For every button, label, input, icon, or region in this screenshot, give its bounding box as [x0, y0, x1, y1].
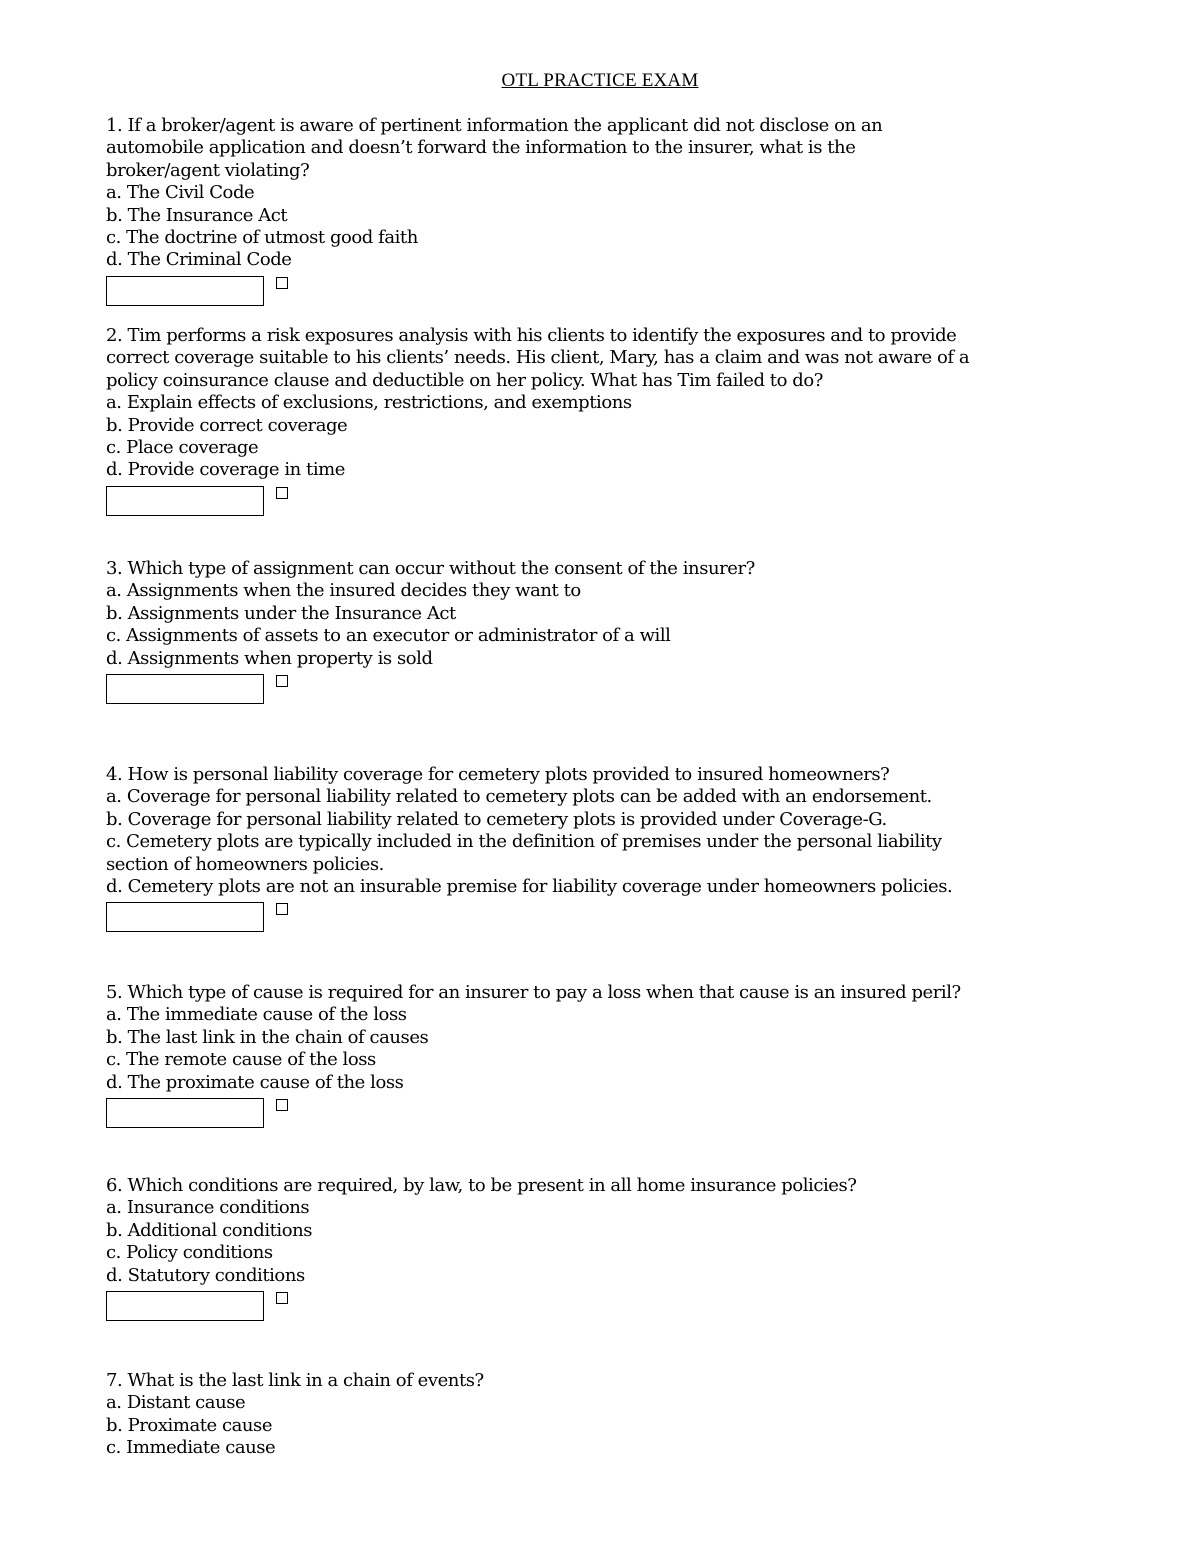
answer-checkbox[interactable]	[276, 277, 288, 289]
question-text-line: automobile application and doesn’t forward the information to the insurer, what is the	[106, 137, 856, 159]
option-c: c. The remote cause of the loss	[106, 1049, 376, 1071]
option-b: b. The Insurance Act	[106, 204, 288, 226]
option-a: a. The immediate cause of the loss	[106, 1004, 407, 1026]
option-c: c. Policy conditions	[106, 1242, 273, 1264]
answer-input-box[interactable]	[106, 486, 264, 516]
question-5	[106, 982, 1106, 1134]
question-text-line: policy coinsurance clause and deductible on her policy. What has Tim failed to do?	[106, 369, 823, 391]
question-2	[106, 325, 1106, 522]
question-text-line: 2. Tim performs a risk exposures analysis with his clients to identify the exposures and to provide	[106, 325, 957, 346]
answer-checkbox[interactable]	[276, 1292, 288, 1304]
question-1	[106, 115, 1106, 312]
option-b: b. Assignments under the Insurance Act	[106, 602, 456, 624]
option-b: b. Coverage for personal liability related to cemetery plots is provided under Coverage-G.	[106, 808, 887, 830]
option-d: d. Assignments when property is sold	[106, 647, 433, 669]
option-b: b. Proximate cause	[106, 1414, 273, 1436]
answer-input-box[interactable]	[106, 276, 264, 306]
answer-row	[106, 1291, 1106, 1327]
question-text-line: 3. Which type of assignment can occur without the consent of the insurer?	[106, 558, 755, 579]
answer-checkbox[interactable]	[276, 487, 288, 499]
option-c: c. The doctrine of utmost good faith	[106, 227, 418, 249]
answer-row	[106, 486, 1106, 522]
option-b: b. Additional conditions	[106, 1219, 313, 1241]
option-c: c. Cemetery plots are typically included in the definition of premises under the personal liability	[106, 831, 942, 853]
option-a: a. The Civil Code	[106, 182, 255, 204]
option-b: b. Provide correct coverage	[106, 414, 348, 436]
answer-input-box[interactable]	[106, 674, 264, 704]
option-d: d. The Criminal Code	[106, 249, 292, 271]
answer-input-box[interactable]	[106, 1098, 264, 1128]
answer-row	[106, 276, 1106, 312]
answer-input-box[interactable]	[106, 1291, 264, 1321]
answer-row	[106, 902, 1106, 938]
question-7	[106, 1370, 1106, 1460]
question-text-line: 1. If a broker/agent is aware of pertinent information the applicant did not disclose on an	[106, 115, 883, 136]
option-a: a. Insurance conditions	[106, 1197, 310, 1219]
option-a: a. Explain effects of exclusions, restrictions, and exemptions	[106, 392, 632, 414]
question-text-line: broker/agent violating?	[106, 159, 310, 181]
option-a: a. Coverage for personal liability related to cemetery plots can be added with an endorsement.	[106, 786, 932, 808]
option-b: b. The last link in the chain of causes	[106, 1026, 429, 1048]
answer-checkbox[interactable]	[276, 1099, 288, 1111]
answer-row	[106, 1098, 1106, 1134]
question-text-line: 6. Which conditions are required, by law, to be present in all home insurance policies?	[106, 1175, 857, 1196]
question-text-line: 4. How is personal liability coverage for cemetery plots provided to insured homeowners?	[106, 764, 890, 785]
option-c: c. Place coverage	[106, 437, 259, 459]
option-a: a. Distant cause	[106, 1392, 246, 1414]
option-a: a. Assignments when the insured decides they want to	[106, 580, 581, 602]
answer-checkbox[interactable]	[276, 675, 288, 687]
answer-input-box[interactable]	[106, 902, 264, 932]
option-d: d. Provide coverage in time	[106, 459, 345, 481]
option-c: c. Assignments of assets to an executor or administrator of a will	[106, 625, 671, 647]
question-text-line: correct coverage suitable to his clients’ needs. His client, Mary, has a claim and was not aware of a	[106, 347, 970, 369]
option-d: d. Statutory conditions	[106, 1264, 305, 1286]
question-3	[106, 558, 1106, 710]
option-d: d. Cemetery plots are not an insurable premise for liability coverage under homeowners policies.	[106, 876, 953, 898]
option-c: c. Immediate cause	[106, 1437, 276, 1459]
question-4	[106, 764, 1106, 938]
option-c-continued: section of homeowners policies.	[106, 853, 384, 875]
question-text-line: 7. What is the last link in a chain of events?	[106, 1370, 484, 1391]
option-d: d. The proximate cause of the loss	[106, 1071, 404, 1093]
answer-checkbox[interactable]	[276, 903, 288, 915]
answer-row	[106, 674, 1106, 710]
question-text-line: 5. Which type of cause is required for an insurer to pay a loss when that cause is an insured peril?	[106, 982, 961, 1003]
page-title: OTL PRACTICE EXAM	[501, 70, 699, 91]
question-6	[106, 1175, 1106, 1327]
